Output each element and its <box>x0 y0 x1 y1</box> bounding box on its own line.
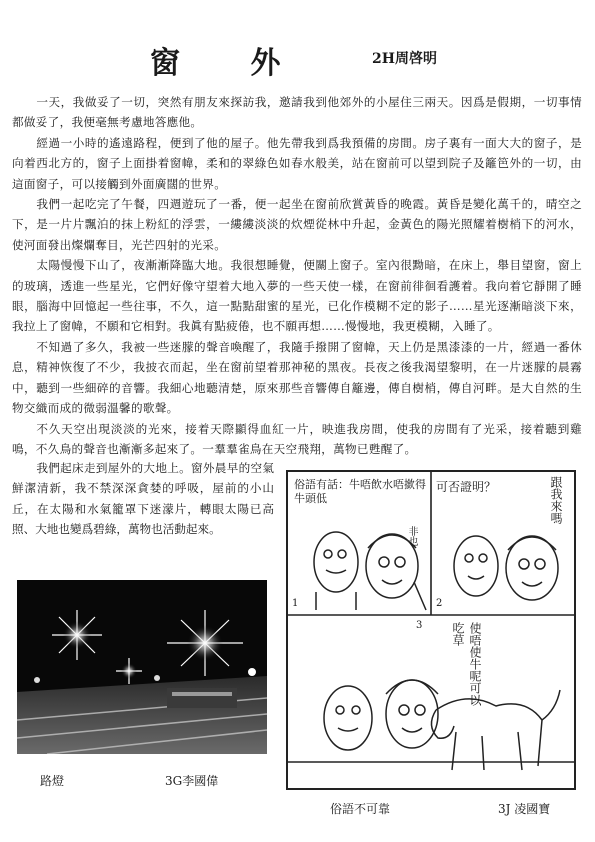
comic-strip <box>286 470 576 790</box>
photo-caption: 路燈 <box>40 774 65 788</box>
comic-caption: 俗語不可靠 <box>330 802 391 816</box>
paragraph: 一天，我做妥了一切，突然有朋友來探訪我，邀請我到他郊外的小屋住三兩天。因爲是假期，一切事情都做妥了，我便毫無考慮地答應他。 <box>12 95 582 130</box>
street-lights-photo <box>17 580 267 754</box>
panel-number: 3 <box>416 620 423 631</box>
comic-credit: 3J 凌國寶 <box>498 802 551 816</box>
panel-3-characters <box>286 680 576 770</box>
paragraph: 我們一起吃完了午餐，四週遊玩了一番，便一起坐在窗前欣賞黃昏的晚霞。黃昏是變化萬千的，晴空之下，是一片片飄泊的抹上粉紅的浮雲，一縷縷淡淡的炊煙從林中升起，金黃色的陽光照耀着樹梢下的河水，使河面發出燦爛奪目，光芒四射的光采。 <box>12 197 582 252</box>
panel-1-aside: 非也 <box>406 526 417 546</box>
photo-credit: 3G李國偉 <box>165 774 219 788</box>
panel-2-speech: 可否證明？ <box>436 480 497 494</box>
panel-1-speech: 俗語有話：牛唔飲水唔撳得牛頭低 <box>294 478 426 505</box>
panel-3-speech: 使唔使牛呢可以吃草 <box>451 622 482 706</box>
article-body <box>12 92 582 459</box>
paragraph: 太陽慢慢下山了，夜漸漸降臨大地。我很想睡覺，便關上窗子。室內很黝暗，在床上，舉目望窗，窗上的玻璃，透進一些星光，它們好像守望着大地入夢的一些天使一樣，在窗前徘徊看護着。我向着它靜開了睡眼，腦海中回憶起一些往事，不久，這一點點甜蜜的星光，已化作模糊不定的影子……星光逐漸暗淡下來，我拉上了窗幃，不願和它相對。我眞有點疲倦，也不願再想……慢慢地，我更模糊，入睡了。 <box>12 258 582 334</box>
closing-paragraph: 我們起床走到屋外的大地上。窗外晨早的空氣鮮潔清新，我不禁深深貪婪的呼吸，屋前的小山丘，在太陽和水氣籠罩下迷濛片，轉眼太陽已高照、大地也變爲碧綠，萬物也活動起來。 <box>12 461 274 537</box>
article-title: 窗 外 <box>150 46 311 81</box>
article-author: 2H周啓明 <box>372 51 437 67</box>
paragraph: 不久天空出現淡淡的光來，接着天際顯得血紅一片，映進我房間，使我的房間有了光采，接着聽到雞鳴，不久鳥的聲音也漸漸多起來了。一羣羣雀鳥在天空飛翔，萬物已甦醒了。 <box>12 421 582 456</box>
panel-2-reply: 跟我來嗎 <box>549 476 563 524</box>
panel-number: 2 <box>436 598 443 609</box>
panel-2-characters <box>454 536 558 600</box>
comic-drawing <box>286 470 576 790</box>
paragraph: 不知過了多久，我被一些迷朦的聲音喚醒了，我隨手撥開了窗幃，天上仍是黑漆漆的一片，經過一番休息，精神恢復了不少，我披衣而起，坐在窗前望着那神秘的黑夜。長夜之後我渴望黎明，在一片迷朦的晨霧中，聽到一些細碎的音響。我細心地聽清楚，原來那些音響傳自籬邊，傳自樹梢，傳自河畔。是大自然的生物交織而成的微弱溫馨的歌聲。 <box>12 339 582 416</box>
paragraph: 經過一小時的遙遠路程，便到了他的屋子。他先帶我到爲我預備的房間。房子裏有一面大大的窗子，是向着西北方的，窗子上面掛着窗幃，柔和的翠綠色如春水般美，站在窗前可以望到院子及籬笆外的一切，由這面窗子，可以接觸到外面廣闊的世界。 <box>12 135 582 191</box>
night-street-image <box>17 580 267 754</box>
panel-number: 1 <box>292 598 299 609</box>
